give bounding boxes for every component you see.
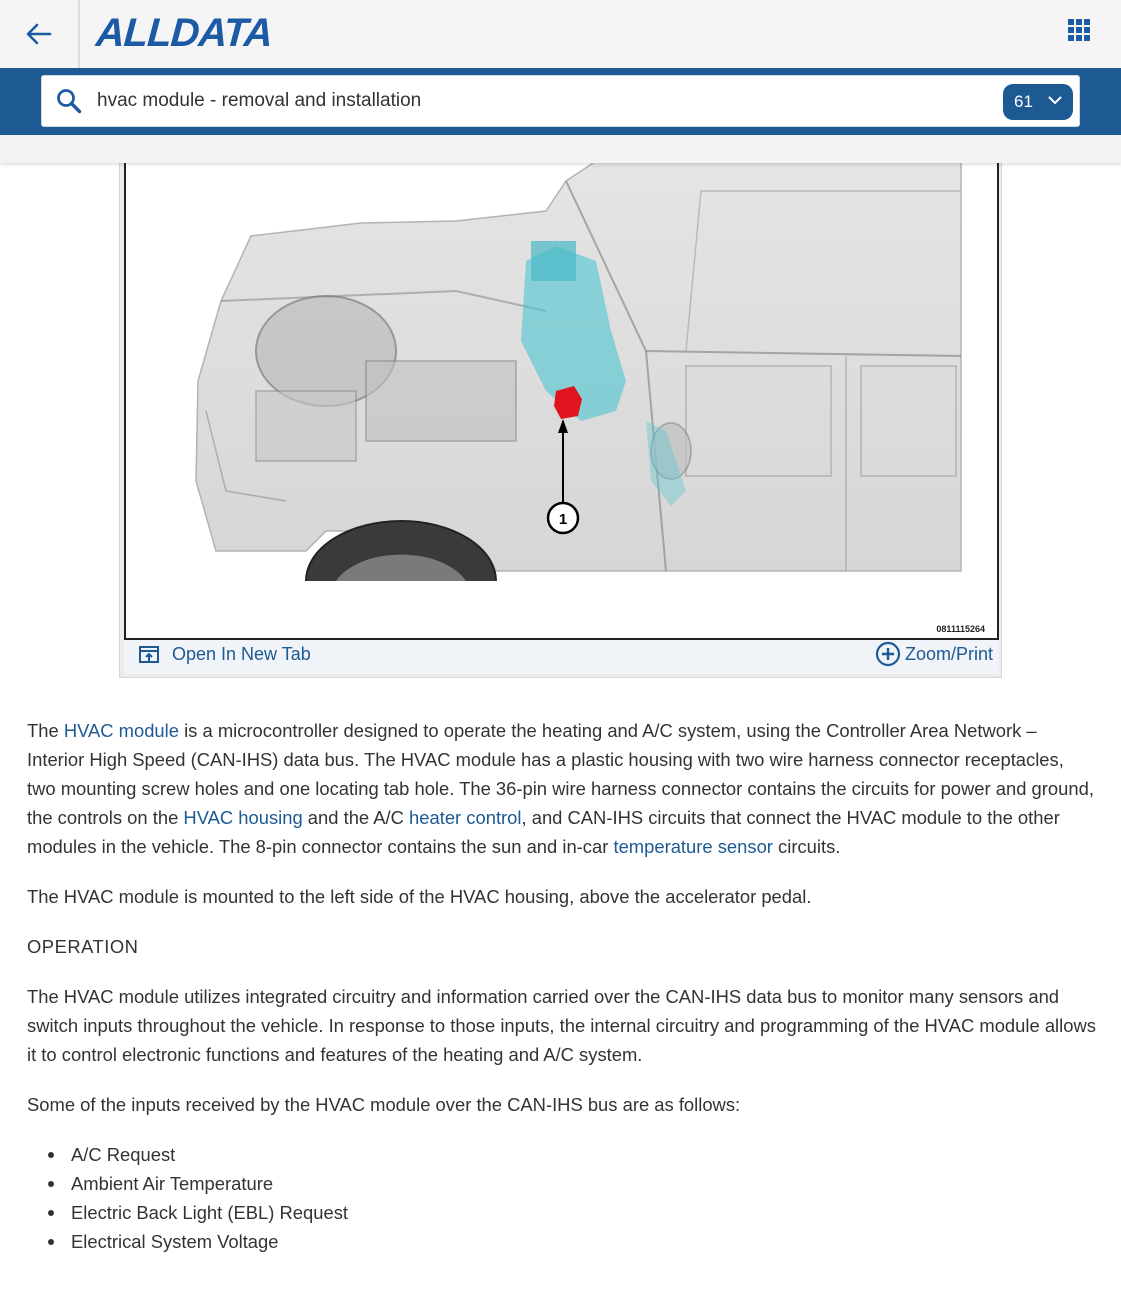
list-item: A/C Request — [27, 1140, 1097, 1169]
app-header — [0, 0, 1121, 68]
result-count-dropdown[interactable] — [1003, 84, 1073, 120]
figure-actions-bar — [124, 640, 999, 674]
figure-id: 0811115264 — [936, 624, 985, 634]
text-span: , and CAN-IHS circuits that connect the HVAC module to the other modules in the vehicle. The 8-pin connector contains the sun and in-car — [27, 807, 1060, 857]
link-hvac-housing[interactable]: HVAC housing — [183, 807, 303, 828]
search-icon[interactable] — [56, 88, 82, 114]
zoom-print-label: Zoom/Print — [904, 643, 993, 664]
alldata-logo[interactable] — [96, 10, 272, 56]
callout-number: 1 — [558, 511, 568, 528]
search-band — [0, 68, 1121, 135]
text-span: circuits. — [772, 836, 841, 857]
figure-container — [119, 150, 1002, 678]
search-input[interactable] — [97, 76, 977, 126]
inputs-intro-paragraph: Some of the inputs received by the HVAC module over the CAN-IHS bus are as follows: — [27, 1094, 741, 1115]
operation-heading: OPERATION — [27, 936, 139, 957]
operation-paragraph: The HVAC module utilizes integrated circuitry and information carried over the CAN-IHS data bus to monitor many sensors and switch inputs throughout the vehicle. In response to those inputs, the internal circuitry and programming of the HVAC module allows it to control electronic functions and features of the heating and A/C system. — [27, 986, 1096, 1065]
logo-text: ALLDATA — [94, 10, 274, 55]
link-temperature-sensor[interactable]: temperature sensor — [613, 836, 773, 857]
plus-circle-icon — [875, 641, 901, 667]
vehicle-illustration — [126, 151, 997, 640]
zoom-print-button[interactable] — [875, 641, 993, 667]
text-span: is a microcontroller designed to operate the heating and A/C system, using the Controller Area Network – Interior High Speed (CAN-IHS) data bus. The HVAC module has a plastic housing with two wire harness connector receptacles, two mounting screw holes and one locating tab hole. The 36-pin wire harness connector contains the circuits for power and ground, the controls on the — [27, 720, 1094, 828]
location-paragraph: The HVAC module is mounted to the left side of the HVAC housing, above the accelerator pedal. — [27, 886, 812, 907]
grid-apps-icon — [1067, 18, 1097, 48]
link-hvac-module[interactable]: HVAC module — [63, 720, 179, 741]
inputs-list — [27, 1140, 1097, 1256]
toolbar-strip — [0, 135, 1121, 163]
link-heater-control[interactable]: heater control — [409, 807, 522, 828]
article-body — [27, 716, 1097, 1256]
chevron-down-icon — [1048, 96, 1062, 105]
result-count: 61 — [1014, 92, 1033, 111]
list-item: Electrical System Voltage — [27, 1227, 1097, 1256]
figure-image[interactable] — [124, 151, 999, 640]
list-item: Electric Back Light (EBL) Request — [27, 1198, 1097, 1227]
open-new-tab-icon — [138, 645, 160, 665]
apps-menu-button[interactable] — [1067, 18, 1097, 48]
open-new-tab-label: Open In New Tab — [172, 644, 311, 664]
text-span: and the A/C — [302, 807, 410, 828]
list-item: Ambient Air Temperature — [27, 1169, 1097, 1198]
search-box[interactable] — [41, 75, 1080, 127]
arrow-left-icon — [26, 23, 52, 45]
open-new-tab-button[interactable] — [138, 644, 311, 665]
description-paragraph — [27, 716, 1097, 861]
text-span: The — [27, 720, 64, 741]
back-button[interactable] — [0, 0, 80, 68]
